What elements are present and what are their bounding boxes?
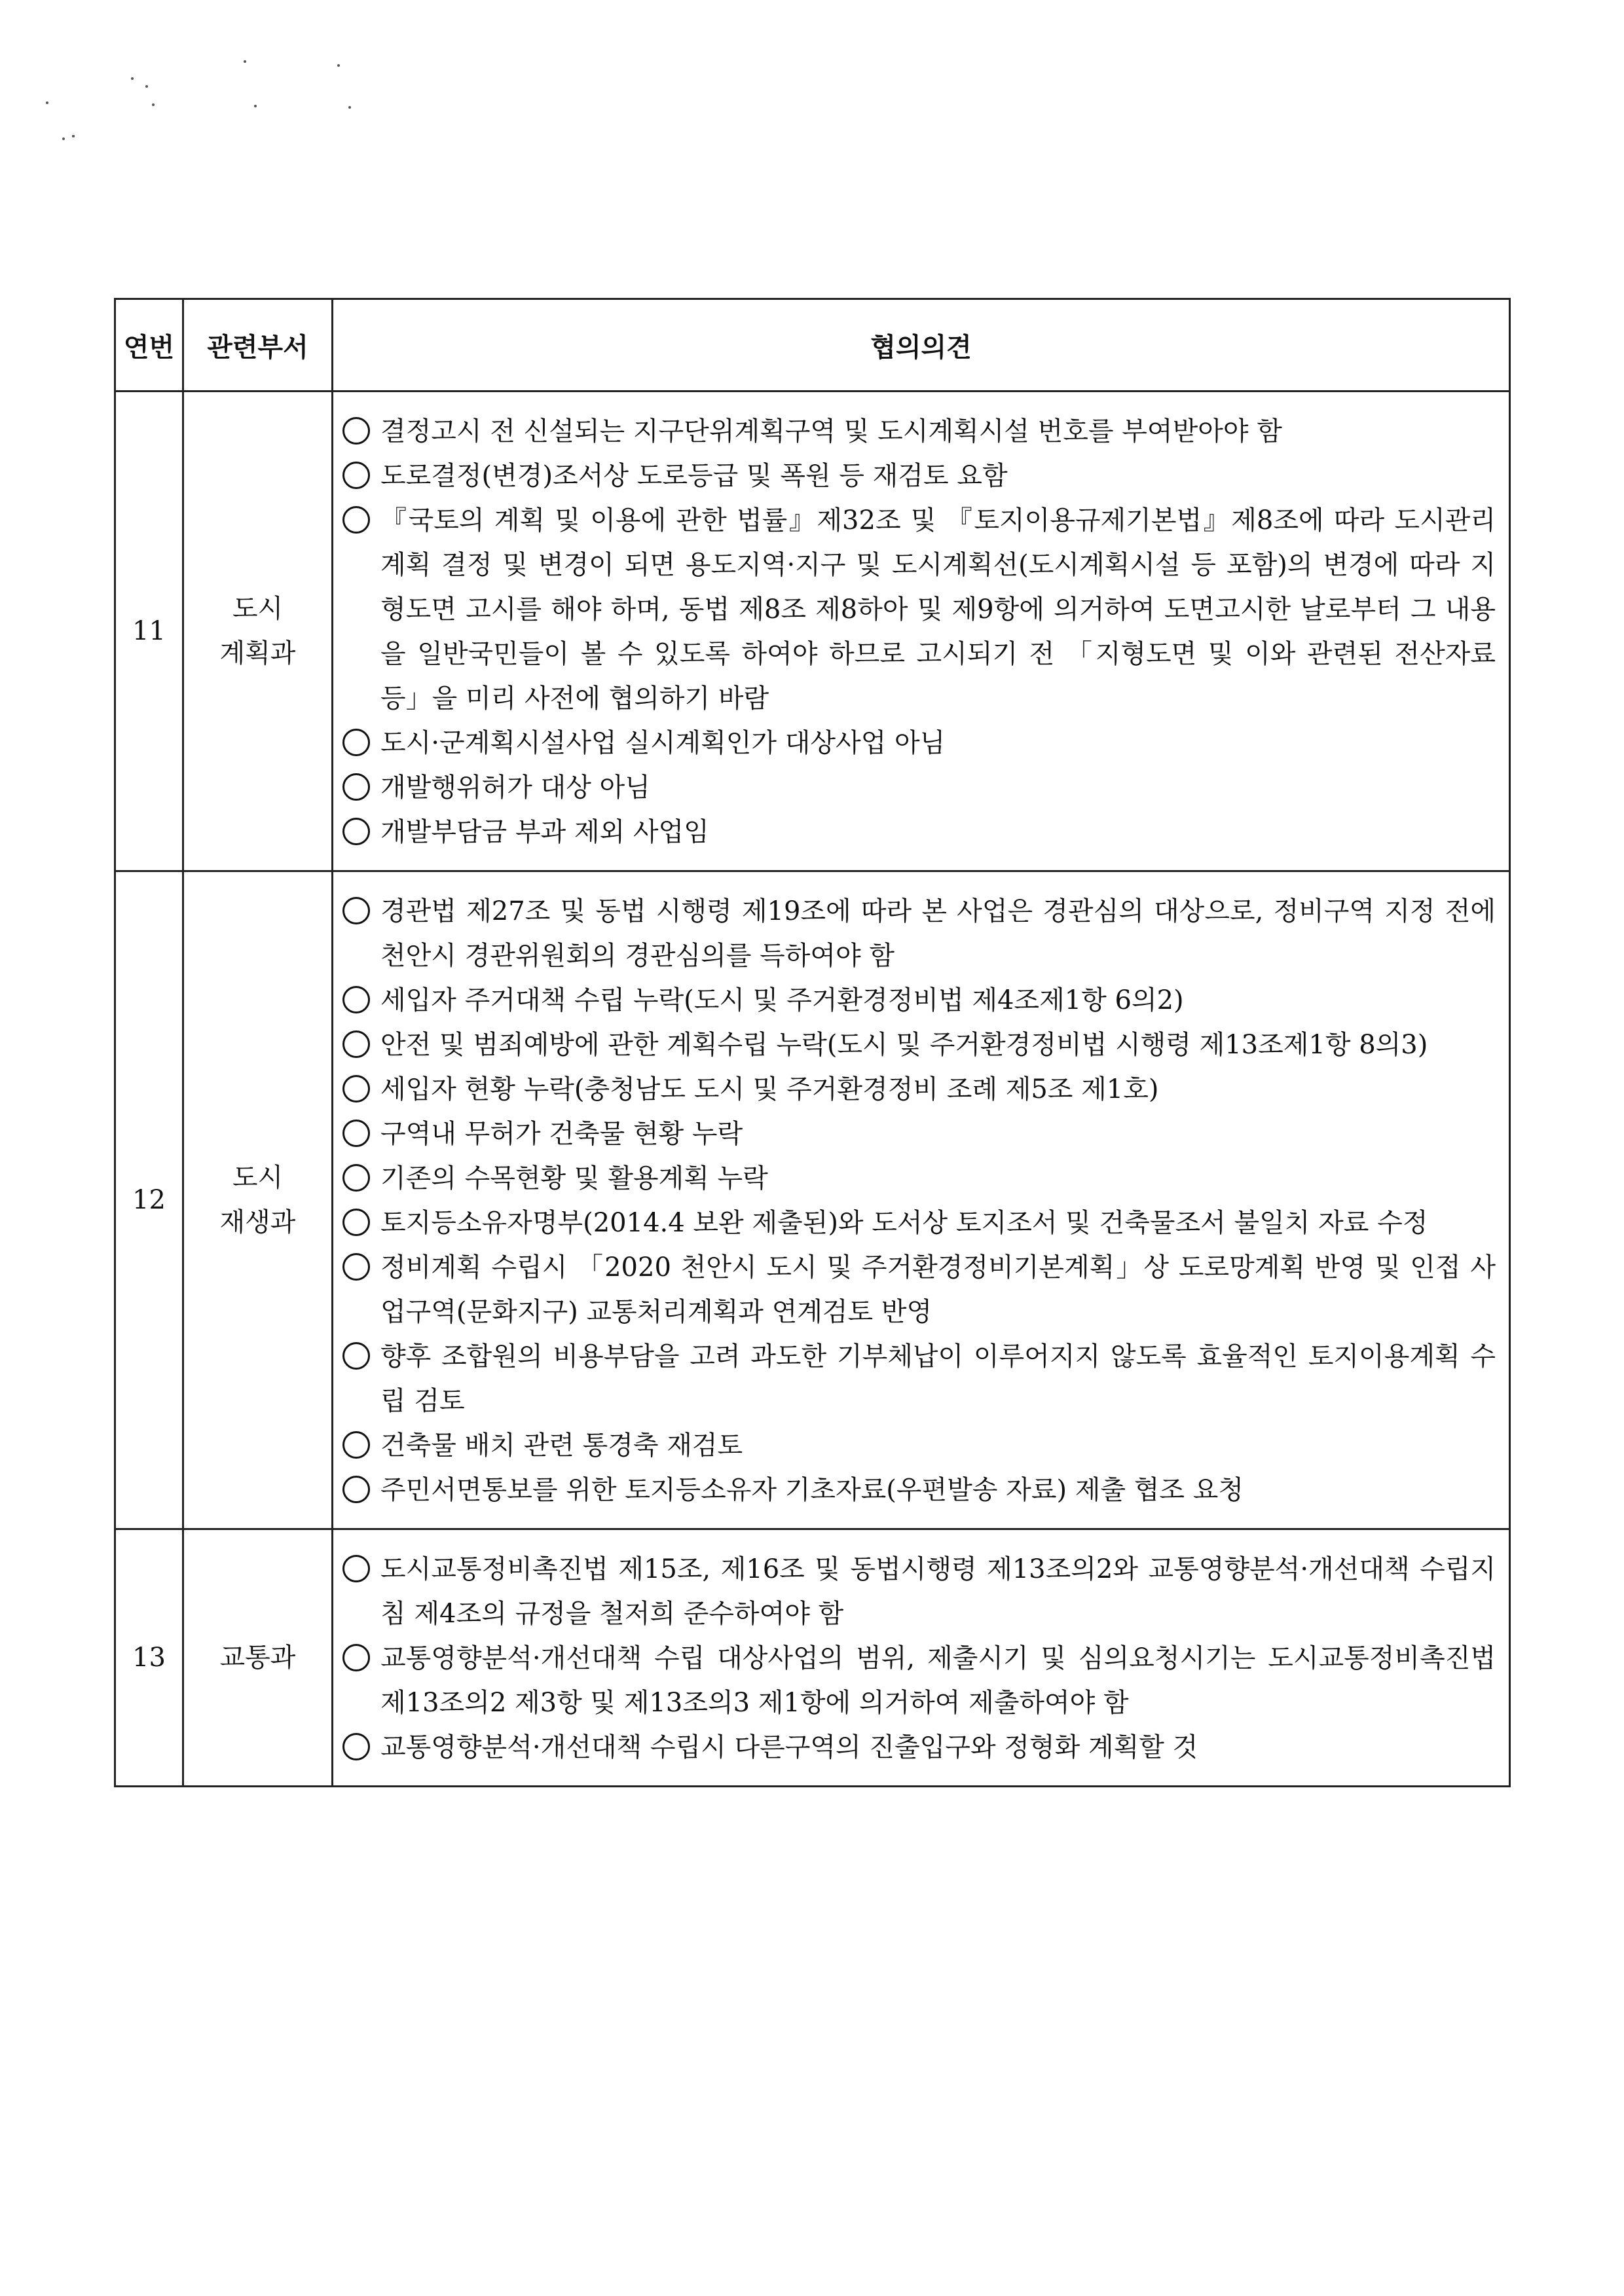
opinion-item <box>339 1468 1496 1512</box>
circle-bullet-icon <box>342 462 370 489</box>
opinion-item <box>339 1245 1496 1334</box>
row-opinions <box>333 871 1510 1529</box>
circle-bullet-icon <box>342 1555 370 1582</box>
row-dept: 교통과 <box>183 1529 333 1787</box>
table-row <box>115 871 1510 1529</box>
opinion-item <box>339 1547 1496 1636</box>
circle-bullet-icon <box>342 1342 370 1370</box>
circle-bullet-icon <box>342 1164 370 1192</box>
circle-bullet-icon <box>342 506 370 534</box>
circle-bullet-icon <box>342 1030 370 1058</box>
opinion-text: 교통영향분석·개선대책 수립 대상사업의 범위, 제출시기 및 심의요청시기는 도시교통정비촉진법 제13조의2 제3항 및 제13조의3 제1항에 의거하여 제출하여야 함 <box>380 1643 1496 1718</box>
circle-bullet-icon <box>342 897 370 924</box>
row-opinions <box>333 392 1510 871</box>
opinion-text: 개발행위허가 대상 아님 <box>380 773 650 803</box>
opinion-item <box>339 409 1496 454</box>
circle-bullet-icon <box>342 1209 370 1236</box>
circle-bullet-icon <box>342 1476 370 1503</box>
opinion-text: 건축물 배치 관련 통경축 재검토 <box>380 1430 743 1461</box>
opinion-item <box>339 810 1496 854</box>
opinion-item <box>339 1067 1496 1112</box>
opinion-text: 『국토의 계획 및 이용에 관한 법률』제32조 및 『토지이용규제기본법』제8조에 따라 도시관리계획 결정 및 변경이 되면 용도지역·지구 및 도시계획선(도시계획시설 등 포함)의 변경에 따라 지형도면 고시를 해야 하며, 동법 제8조 제8하아 및 제9항에 의거하여 도면고시한 날로부터 그 내용을 일반국민들이 볼 수 있도록 하여야 하므로 고시되기 전 「지형도면 및 이와 관련된 전산자료 등」을 미리 사전에 협의하기 바람 <box>380 505 1496 714</box>
header-no: 연번 <box>115 299 183 392</box>
opinion-item <box>339 1423 1496 1468</box>
opinion-item <box>339 1334 1496 1423</box>
row-dept: 도시 계획과 <box>183 392 333 871</box>
opinion-text: 향후 조합원의 비용부담을 고려 과도한 기부체납이 이루어지지 않도록 효율적인 토지이용계획 수립 검토 <box>380 1341 1496 1416</box>
table-row <box>115 1529 1510 1787</box>
opinion-text: 구역내 무허가 건축물 현황 누락 <box>380 1119 743 1149</box>
opinion-text: 도로결정(변경)조서상 도로등급 및 폭원 등 재검토 요함 <box>380 461 1008 491</box>
opinion-item <box>339 765 1496 810</box>
circle-bullet-icon <box>342 1075 370 1102</box>
opinion-text: 개발부담금 부과 제외 사업임 <box>380 817 709 847</box>
opinion-item <box>339 454 1496 498</box>
circle-bullet-icon <box>342 1120 370 1147</box>
table-header-row <box>115 299 1510 392</box>
circle-bullet-icon <box>342 986 370 1013</box>
circle-bullet-icon <box>342 1431 370 1459</box>
header-dept: 관련부서 <box>183 299 333 392</box>
row-dept: 도시 재생과 <box>183 871 333 1529</box>
opinion-text: 세입자 주거대책 수립 누락(도시 및 주거환경정비법 제4조제1항 6의2) <box>380 985 1184 1015</box>
opinion-text: 정비계획 수립시 「2020 천안시 도시 및 주거환경정비기본계획」상 도로망계획 반영 및 인접 사업구역(문화지구) 교통처리계획과 연계검토 반영 <box>380 1252 1496 1327</box>
opinion-text: 안전 및 범죄예방에 관한 계획수립 누락(도시 및 주거환경정비법 시행령 제13조제1항 8의3) <box>380 1030 1428 1060</box>
opinion-item <box>339 889 1496 978</box>
opinion-text: 기존의 수목현황 및 활용계획 누락 <box>380 1163 768 1194</box>
opinion-text: 결정고시 전 신설되는 지구단위계획구역 및 도시계획시설 번호를 부여받아야 함 <box>380 416 1282 446</box>
table-row <box>115 392 1510 871</box>
opinion-item <box>339 1112 1496 1156</box>
circle-bullet-icon <box>342 1733 370 1760</box>
consultation-table <box>114 298 1511 1787</box>
circle-bullet-icon <box>342 1253 370 1281</box>
opinion-text: 도시·군계획시설사업 실시계획인가 대상사업 아님 <box>380 728 946 758</box>
row-no: 13 <box>115 1529 183 1787</box>
opinion-item <box>339 721 1496 765</box>
circle-bullet-icon <box>342 818 370 845</box>
opinion-text: 세입자 현황 누락(충청남도 도시 및 주거환경정비 조례 제5조 제1호) <box>380 1074 1159 1104</box>
row-no: 12 <box>115 871 183 1529</box>
opinion-item <box>339 978 1496 1023</box>
opinion-text: 도시교통정비촉진법 제15조, 제16조 및 동법시행령 제13조의2와 교통영향분석·개선대책 수립지침 제4조의 규정을 철저희 준수하여야 함 <box>380 1554 1496 1629</box>
row-no: 11 <box>115 392 183 871</box>
opinion-item <box>339 1636 1496 1725</box>
opinion-text: 교통영향분석·개선대책 수립시 다른구역의 진출입구와 정형화 계획할 것 <box>380 1732 1198 1762</box>
circle-bullet-icon <box>342 1644 370 1671</box>
header-opinion: 협의의견 <box>333 299 1510 392</box>
circle-bullet-icon <box>342 773 370 801</box>
opinion-text: 경관법 제27조 및 동법 시행령 제19조에 따라 본 사업은 경관심의 대상으로, 정비구역 지정 전에 천안시 경관위원회의 경관심의를 득하여야 함 <box>380 896 1496 971</box>
row-opinions <box>333 1529 1510 1787</box>
scan-specks <box>0 0 393 170</box>
opinion-text: 주민서면통보를 위한 토지등소유자 기초자료(우편발송 자료) 제출 협조 요청 <box>380 1475 1244 1505</box>
opinion-item <box>339 498 1496 721</box>
opinion-item <box>339 1725 1496 1770</box>
circle-bullet-icon <box>342 417 370 445</box>
circle-bullet-icon <box>342 729 370 756</box>
opinion-item <box>339 1201 1496 1245</box>
opinion-item <box>339 1023 1496 1067</box>
opinion-text: 토지등소유자명부(2014.4 보완 제출된)와 도서상 토지조서 및 건축물조서 불일치 자료 수정 <box>380 1208 1428 1238</box>
opinion-item <box>339 1156 1496 1201</box>
